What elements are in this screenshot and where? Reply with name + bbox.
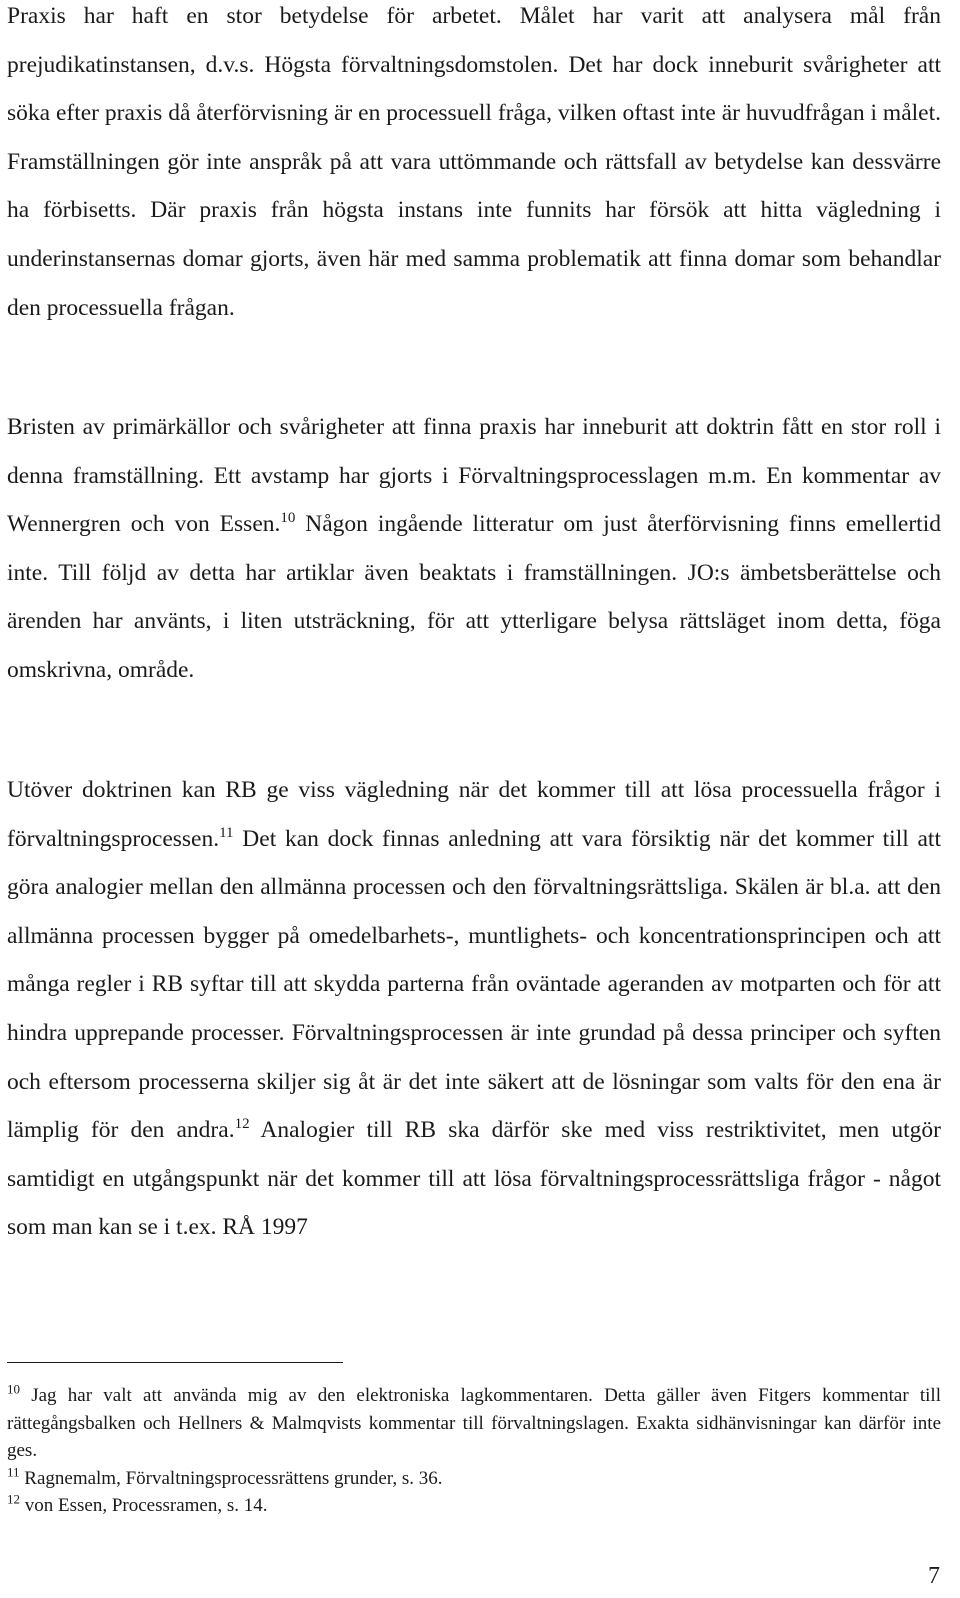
paragraph-3 [7, 766, 941, 1252]
footnote-number: 12 [7, 1491, 20, 1507]
footnote-number: 10 [7, 1381, 20, 1397]
footnote-divider [7, 1362, 343, 1363]
paragraph-2-text-b: Någon ingående litteratur om just återförvisning finns emellertid inte. Till följd av detta har artiklar även beaktats i framställningen. JO:s ämbetsberättelse och ärenden har använts, i liten utsträckning, för att ytterligare belysa rättsläget inom detta, föga omskrivna, område. [7, 511, 941, 683]
footnotes [7, 1382, 941, 1520]
footnote-number: 11 [7, 1464, 20, 1480]
paragraph-3-text-b: Det kan dock finnas anledning att vara försiktig när det kommer till att göra analogier mellan den allmänna processen och den förvaltningsrättsliga. Skälen är bl.a. att den allmänna processen bygger på omedelbarhets-, muntlighets- och koncentrationsprincipen och att många regler i RB syftar till att skydda parterna från oväntade ageranden av motparten och för att hindra upprepande processer. Förvaltningsprocessen är inte grundad på dessa principer och syften och eftersom processerna skiljer sig åt är det inte säkert att de lösningar som valts för den ena är lämplig för den andra. [7, 825, 941, 1144]
footnote-10 [7, 1382, 941, 1465]
footnote-ref-12[interactable]: 12 [234, 1116, 250, 1133]
paragraph-3-text-a: Utöver doktrinen kan RB ge viss vägledning när det kommer till att lösa processuella frågor i förvaltningsprocessen. [7, 777, 941, 852]
footnote-text: Ragnemalm, Förvaltningsprocessrättens grunder, s. 36. [19, 1467, 443, 1489]
footnote-ref-10[interactable]: 10 [280, 510, 296, 527]
footnote-12 [7, 1492, 941, 1520]
paragraph-1-text: Praxis har haft en stor betydelse för arbetet. Målet har varit att analysera mål från prejudikatinstansen, d.v.s. Högsta förvaltningsdomstolen. Det har dock inneburit svårigheter att söka efter praxis då återförvisning är en processuell fråga, vilken oftast inte är huvudfrågan i målet. Framställningen gör inte anspråk på att vara uttömmande och rättsfall av betydelse kan dessvärre ha förbisetts. Där praxis från högsta instans inte funnits har försök att hitta vägledning i underinstansernas domar gjorts, även här med samma problematik att finna domar som behandlar den processuella frågan. [7, 3, 941, 321]
paragraph-2 [7, 403, 941, 695]
page-number: 7 [928, 1563, 940, 1589]
paragraph-1 [7, 0, 941, 332]
footnote-text: Jag har valt att använda mig av den elektroniska lagkommentaren. Detta gäller även Fitgers kommentar till rättegångsbalken och Hellners & Malmqvists kommentar till förvaltningslagen. Exakta sidhänvisningar kan därför inte ges. [7, 1385, 941, 1461]
footnote-11 [7, 1465, 941, 1493]
paragraph-2-text-a: Bristen av primärkällor och svårigheter att finna praxis har inneburit att doktrin fått en stor roll i denna framställning. Ett avstamp har gjorts i Förvaltningsprocesslagen m.m. En kommentar av Wennergren och von Essen. [7, 414, 941, 538]
footnote-text: von Essen, Processramen, s. 14. [20, 1495, 268, 1516]
paragraph-3-text-c: Analogier till RB ska därför ske med viss restriktivitet, men utgör samtidigt en utgångspunkt när det kommer till att lösa förvaltningsprocessrättsliga frågor - något som man kan se i t.ex. RÅ 1997 [7, 1117, 941, 1241]
footnote-ref-11[interactable]: 11 [219, 824, 234, 841]
